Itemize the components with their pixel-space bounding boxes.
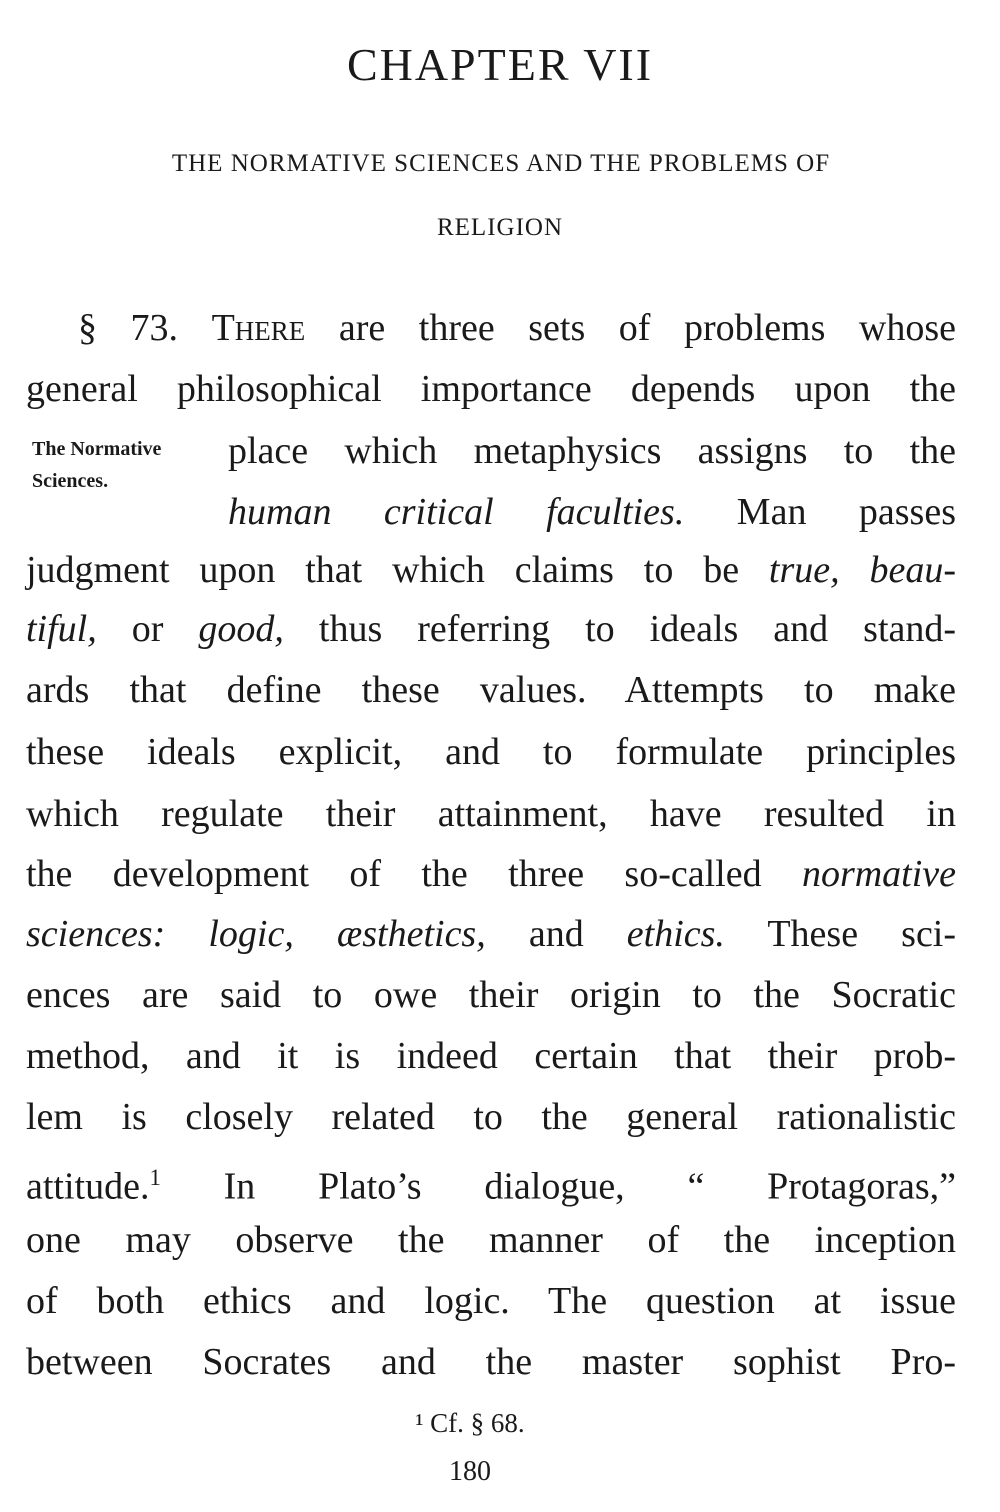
footnote-marker: 1 [149,1165,161,1190]
chapter-subtitle-line-1: THE NORMATIVE SCIENCES AND THE PROBLEMS OF [171,150,831,177]
body-line-3: place which metaphysics assigns to the [228,430,956,472]
body-line-13: method, and it is indeed certain that their prob- [26,1035,956,1077]
body-line-11: sciences: logic, æsthetics, and ethics. These sci- [26,913,957,955]
body-line-9: which regulate their attainment, have resulted in [26,793,956,835]
body-line-1: § 73. There are three sets of problems whose [78,307,957,349]
footnote: ¹ Cf. § 68. [415,1408,525,1438]
margin-note-line-1: The Normative [32,438,162,460]
body-line-5: judgment upon that which claims to be true, beau- [26,549,956,591]
body-line-2: general philosophical importance depends upon the [26,368,956,410]
chapter-subtitle-line-2: RELIGION [436,214,564,241]
opening-word: There [211,307,306,349]
body-line-6: tiful, or good, thus referring to ideals and stand- [26,608,957,650]
body-line-12: ences are said to owe their origin to the Socratic [26,974,956,1016]
page-number: 180 [449,1456,491,1487]
body-line-8: these ideals explicit, and to formulate principles [26,731,956,773]
body-line-10: the development of the three so-called normative [26,853,957,895]
body-line-17: of both ethics and logic. The question at issue [26,1280,956,1322]
body-line-14: lem is closely related to the general rationalistic [26,1096,956,1138]
chapter-title: CHAPTER VII [346,39,654,90]
section-mark: § 73. [78,307,179,349]
body-line-18: between Socrates and the master sophist Pro- [26,1341,956,1383]
body-line-16: one may observe the manner of the inception [26,1219,956,1261]
margin-note-line-2: Sciences. [32,470,109,492]
body-line-15: attitude.$^1$ In Plato’s dialogue, “ Protagoras,” [26,1165,956,1208]
body-line-7: ards that define these values. Attempts to make [26,669,956,711]
body-line-4: human critical faculties. Man passes [228,491,956,533]
